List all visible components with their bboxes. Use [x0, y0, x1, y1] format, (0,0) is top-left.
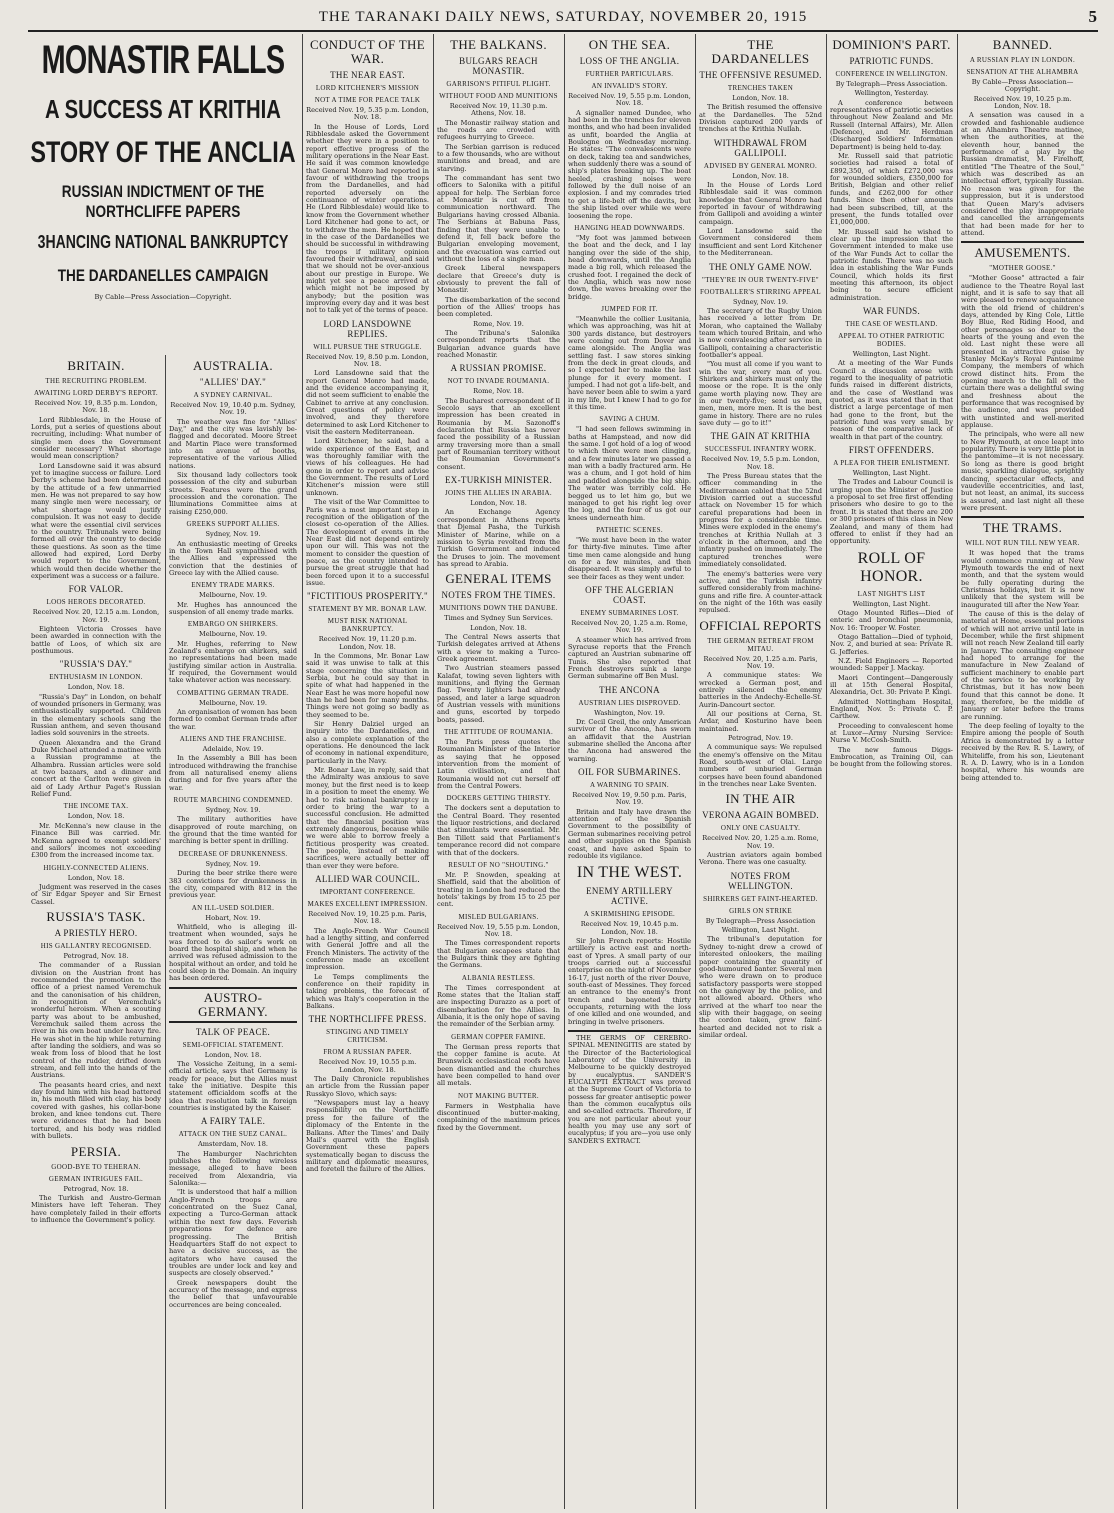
paragraph: The German press reports that the copper famine is acute. At Brunswick ecclesiastical roofs have been dismantled and the churches have been compelled to hand over all metals.: [437, 1042, 560, 1088]
paragraph: The Monastir railway station and the roads are crowded with refugees hurrying to Greece.: [437, 118, 560, 142]
dominion-heading: DOMINION'S PART.: [832, 37, 951, 52]
paragraph: Dr. Cecil Greil, the only American survivor of the Ancona, has sworn an affidavit that the Austrian submarine shelled the Ancona after the Ancona had answered the warning.: [568, 718, 691, 763]
dateline: Received Nov. 19, 9.50 p.m. Paris, Nov. 19.: [572, 791, 687, 807]
australia-sub8: DECREASE OF DRUNKENNESS.: [178, 849, 288, 858]
paragraph: An enthusiastic meeting of Greeks in the Town Hall sympathised with the Allies and expressed the conviction that the destinies of Greece lay with the Allied cause.: [169, 539, 297, 577]
paragraph: Whitfield, who is alleging ill-treatment when wounded, says he was forced to do sailor's work on board the hospital ship, and when he arrived was refused admission to the hospital without an order, and told he could sleep in the Domain. An inquiry has been ordered.: [169, 922, 297, 983]
dateline: Washington, Nov. 19.: [594, 708, 665, 717]
dateline: Received Nov. 19, 10.40 p.m. Sydney, Nov. 19.: [170, 401, 296, 417]
general-items-heading: GENERAL ITEMS: [445, 571, 552, 587]
dateline: Times and Sydney Sun Services.: [444, 614, 553, 623]
britain-sub2b: LOOS HEROES DECORATED.: [46, 598, 146, 607]
dateline: Received Nov. 19, 5.5 p.m. London, Nov. 18.: [701, 455, 820, 471]
australia-heading: AUSTRALIA.: [193, 358, 273, 373]
balkans-sub5: MUNITIONS DOWN THE DANUBE.: [439, 604, 558, 613]
paragraph: The disembarkation of the second portion of the Allies' troops has been completed.: [437, 295, 560, 319]
dateline: Petrograd, Nov. 18.: [63, 1184, 129, 1193]
britain-sub7c: GERMAN INTRIGUES FAIL.: [48, 1174, 144, 1183]
sea-sub7b: AUSTRIAN LIES DISPROVED.: [578, 698, 681, 707]
dardanelles-sub1b: TRENCHES TAKEN: [727, 84, 794, 92]
paragraph: N.Z. Field Engineers — Reported wounded: Sapper J. Mackay.: [830, 656, 953, 673]
dateline: Received Nov. 20, 1.25 a.m. Rome, Nov. 19.: [571, 618, 688, 635]
dateline: Sydney, Nov. 19.: [732, 297, 788, 306]
paragraph: The Trades and Labour Council is urging upon the Minister of Justice a proposal to set free first offending prisoners who desire to go to the front. It is stated that there are 200 or 300 prisoners of this class in New Zealand, and many of them had offered to enlist if they had an opportunity.: [830, 478, 953, 546]
sea-heading: ON THE SEA.: [588, 37, 671, 52]
dateline: Received Nov. 19, 8.35 p.m. London, Nov. 18.: [34, 399, 158, 415]
paragraph: The secretary of the Rugby Union has received a letter from Dr. Moran, who captained the Wallaby team which toured Britain, and who is now convalescing after service in Gallipoli, containing a characteristic footballer's appeal.: [699, 306, 822, 359]
dateline: Received Nov. 20, 1.25 a.m. Paris, Nov. 19.: [703, 654, 818, 670]
paragraph: The peasants heard cries, and next day found him with his head battered in, his mouth filled with clay, his body covered with gashes, his collar-bone broken, and knee tendons cut. There were evidences that he had been tortured, and his body was riddled with bullets.: [31, 1080, 161, 1141]
banned-sub2b: "MOTHER GOOSE.": [989, 264, 1056, 273]
dateline: Received Nov. 19, 10.55 p.m. London, Nov. 18.: [318, 1058, 417, 1074]
dominion-sub1: PATRIOTIC FUNDS.: [849, 56, 934, 66]
paragraph: The Serbian garrison is reduced to a few thousands, who are without munitions and bread, and are starving.: [437, 142, 560, 173]
sea-column: [564, 34, 694, 1509]
paragraph: The enemy's batteries were very active, and the Turkish infantry suffered considerably from machine-guns and rifle fire. A counter-attack on the night of the 16th was easily repulsed.: [699, 569, 822, 615]
paragraph: The Vossiche Zeitung, in a semi-official article, says that Germany is ready for peace, but the Allies must take the initiative. Despite this statement officialdom scoffs at the idea that resolution talk in foreign countries is instigated by the Kaiser.: [169, 1059, 297, 1113]
paragraph: Proceeding to convalescent home at Luxor—Army Nursing Service: Nurse V. McCosh-Smith.: [830, 721, 953, 745]
balkans-sub2: A RUSSIAN PROMISE.: [450, 363, 547, 374]
dateline: Received Nov. 19, 11.20 p.m. London, Nov. 18.: [318, 635, 417, 651]
paragraph: Maori Contingent—Dangerously ill at 15th General Hospital, Alexandria, Oct. 30: Private P. Kingi.: [830, 673, 953, 697]
paragraph: The Times correspondent reports that Bulgarian escapees state that the Bulgars think they are fighting the Germans.: [437, 939, 560, 970]
paragraph: Two Austrian steamers passed Kalafat, towing seven lighters with munitions, and flying the German flag. Twenty lighters had already passed, and later a large squadron of Austrian vessels with munitions and guns, escorted by torpedo boats, passed.: [437, 664, 560, 724]
paragraph: In the House of Lords, Lord Ribblesdale asked the Government whether they were in a position to report effective progress of the military operations in the Near East. He said it was common knowledge that General Monro had reported in favour of withdrawing the troops from the Dardanelles, and had reported adversely on the continuance of winter operations. He (Lord Ribblesdale) would like to know from the Government whether Lord Kitchener had gone to act, or to withdraw the men. He hoped that in the case of the Dardanelles we should be successful in withdrawing the troops if military opinion favoured their withdrawal, and said that we should not be over-anxious about our prestige in Europe. We might yet see a peace arrived at which might not be imposed by anybody; but the position was improving every day and it was best not to talk yet of the terms of peace.: [306, 122, 429, 315]
paragraph: During the beer strike there were 383 convictions for drunkenness in the city, compared with 812 in the previous year.: [169, 869, 297, 900]
paragraph: The Turkish and Austro-German Ministers have left Teheran. They have completely failed in their efforts to influence the Government's policy.: [31, 1193, 161, 1224]
sea-sub2: HANGING HEAD DOWNWARDS.: [574, 223, 685, 232]
britain-sub6c: HIS GALLANTRY RECOGNISED.: [40, 941, 152, 950]
paragraph: The deep feeling of loyalty to the Empire among the people of South Africa is demonstrated by a letter received by the Rev. R. S. Lawry, of Whiteliffe, from his son, Lieutenant R. A. D. Lawry, who is in a London hospital, where his wounds are being attended to.: [961, 722, 1084, 782]
paragraph: Lord Lansdowne said the Government considered them insufficient and sent Lord Kitchener to the Mediterranean.: [699, 227, 822, 258]
headline-monastir: MONASTIR FALLS: [41, 38, 285, 82]
paragraph: Judgment was reserved in the cases of Sir Edgar Speyer and Sir Ernest Cassel.: [31, 882, 161, 906]
paragraph: A steamer which has arrived from Syracuse reports that the French captured an Austrian submarine off Tunis. She also reported that French destroyers sunk a large German submarine off Ben Musl.: [568, 635, 691, 681]
dateline: Received Nov. 19, 5.35 p.m. London, Nov. 18.: [306, 106, 429, 122]
conduct-sub3: "FICTITIOUS PROSPERITY.": [307, 591, 428, 602]
paragraph: Lord Lansdowne said that the report General Monro had made, and the evidence accompanying it, did not seem sufficient to enable the Cabinet to arrive at any conclusion. Great questions of policy were involved, and they therefore determined to ask Lord Kitchener to visit the eastern Mediterranean.: [306, 369, 429, 437]
dateline: Adelaide, Nov. 19.: [202, 745, 264, 754]
headline-russian-indictment: RUSSIAN INDICTMENT OF THE NORTHCLIFFE PAPERS: [61, 182, 265, 222]
headline-anglia: STORY OF THE ANCLIA: [30, 136, 296, 169]
sea-sub8b: A WARNING TO SPAIN.: [590, 781, 669, 790]
paragraph: A communique states: We wrecked a German post, and entirely silenced the enemy batteries in the Andechy-Echelle-St. Aurin-Dancourt sector.: [699, 671, 822, 709]
paragraph: Lord Kitchener, he said, had a wide experience of the East, and was thoroughly familiar with the views of his colleagues. He had gone in order to report and advise the Government. The results of Lord Kitchener's mission were still unknown.: [306, 437, 429, 497]
paragraph: The Bucharest correspondent of Il Secolo says that an excellent impression has been created in Roumania by M. Sazonoff's declaration that Russia has never faced the possibility of a Russian army traversing more than a small part of Roumanian territory without the Roumanian Government's consent.: [437, 396, 560, 471]
dardanelles-sub2: WITHDRAWAL FROM GALLIPOLI.: [713, 137, 808, 158]
sea-sub1c: AN INVALID'S STORY.: [591, 82, 668, 90]
conduct-column: [302, 34, 432, 1509]
sea-sub3: JUMPED FOR IT.: [601, 304, 658, 313]
australia-sub5: COMBATTING GERMAN TRADE.: [177, 688, 289, 697]
paragraph: An organisation of women has been formed to combat German trade after the war.: [169, 708, 297, 731]
page-number: 5: [1088, 7, 1098, 26]
sea-sub6b: ENEMY SUBMARINES LOST.: [580, 608, 679, 617]
paragraph: Mr. Russell said he wished to clear up the impression that the Government intended to make use of the War Funds Act to collar the patriotic funds. There was no such idea in establishing the War Funds Council, which holds its first meeting this afternoon, its object being to secure efficient administration.: [830, 227, 953, 302]
conduct-sub5: THE NORTHCLIFFE PRESS.: [308, 1014, 427, 1025]
austro-sub2: A FAIRY TALE.: [200, 1116, 266, 1127]
trams-heading: THE TRAMS.: [961, 516, 1084, 535]
paragraph: The Times correspondent at Rome states that the Italian staff are inspecting Durazzo as a port of disembarkation for the Allies. In Albania, it is the only hope of saving the remainder of the Serbian army.: [437, 983, 560, 1029]
paragraph: A communique says: We repulsed the enemy's offensive on the Mitau Road, south-west of Olai. Large numbers of unburied German corpses have been found abandoned in the trenches near Lake Sventen.: [699, 743, 822, 789]
australia-sub9: AN ILL-USED SOLDIER.: [191, 903, 275, 912]
paragraph: The visit of the War Committee to Paris was a most important step in recognition of the obligation of the closest co-operation of the Allies. The development of events in the Near East did not depend entirely upon our will. This was not the moment to consider the question of peace, as the country intended to pursue the great struggle that had been forced upon it to a successful issue.: [306, 498, 429, 587]
balkans-sub10: ALBANIA RESTLESS.: [461, 973, 536, 982]
balkans-sub9: MISLED BULGARIANS.: [458, 912, 539, 921]
conduct-sub1b: LORD KITCHENER'S MISSION: [315, 84, 420, 92]
lead-column: [28, 34, 298, 354]
dateline: Melbourne, Nov. 19.: [198, 591, 268, 600]
masthead-title: THE TARANAKI DAILY NEWS, SATURDAY, NOVEMBER 20, 1915: [318, 9, 808, 25]
paragraph: Six thousand lady collectors took possession of the city and suburban streets. Features were the grand procession and the coronation. The Illuminations Committee aims at raising £250,000.: [169, 471, 297, 516]
australia-sub6: ALIENS AND THE FRANCHISE.: [179, 735, 287, 744]
paragraph: "Russia's Day" in London, on behalf of wounded prisoners in Germany, was enthusiastically supported. Children in the elementary schools sang the Russian anthem, and seven thousand ladies sold souvenirs in the streets.: [31, 692, 161, 738]
paragraph: The Press Bureau states that the officer commanding in the Mediterranean cabled that the 52nd Division carried out a successful attack on November 15 for which careful preparations had been in progress for a considerable time. Mines were exploded in the enemy's trenches at Krithia Nullah at 3 o'clock in the afternoon, and the infantry pushed on immediately. The captured trenches were immediately consolidated.: [699, 472, 822, 569]
paragraph: In the Assembly a Bill has been introduced withdrawing the franchise from all naturalised enemy aliens during and for five years after the war.: [169, 754, 297, 792]
sea-sub6: OFF THE ALGERIAN COAST.: [585, 584, 674, 605]
dardanelles-sub3: THE ONLY GAME NOW.: [709, 261, 812, 272]
balkans-sub7: DOCKERS GETTING THIRSTY.: [446, 794, 551, 803]
amusements-heading: AMUSEMENTS.: [961, 241, 1084, 260]
dardanelles-sub1: THE OFFENSIVE RESUMED.: [699, 70, 822, 80]
paragraph: The tribunal's deputation for Sydney to-night drew a crowd of interested onlookers, the mailing paper containing the quantity of good-humoured banter. Several men who were drawn on to produce satisfactory passports were stopped on the gangway by the police, and not allowed aboard. Others who arrived at the wharf too near the slip with their baggage, on seeing the cordon taken, grew faint-hearted and decided not to risk a similar ordeal.: [699, 935, 822, 1039]
australia-sub7: ROUTE MARCHING CONDEMNED.: [173, 796, 293, 805]
paragraph: The cause of this is the delay of material at Home, essential portions of which will not arrive until late in December, while the first shipment will not reach New Zealand till early in January. The consulting engineer had hoped to arrange for the manufacture in New Zealand of sufficient machinery to enable part of the service to be working by Christmas, but it has now been found that this cannot be done. It may, therefore, be the middle of January or later before the trams are running.: [961, 609, 1084, 721]
headline-dardanelles: THE DARDANELLES CAMPAIGN: [57, 265, 269, 285]
dardanelles-sub2b: ADVISED BY GENERAL MONRO.: [703, 161, 818, 170]
paragraph: The weather was fine for "Allies' Day," and the city was lavishly be-flagged and decorated. Moore Street and Martin Place were transformed into an avenue of booths, representative of the various Allied nations.: [169, 417, 297, 470]
dominion-sub3: FIRST OFFENDERS.: [848, 445, 935, 456]
dardanelles-sub5b: THE GERMAN RETREAT FROM MITAU.: [707, 636, 814, 653]
britain-sub2: FOR VALOR.: [68, 584, 124, 595]
britain-sub4: THE INCOME TAX.: [63, 802, 129, 811]
sea-sub9c: A SKIRMISHING EPISODE.: [583, 910, 676, 919]
paragraph: Mr. P. Snowden, speaking at Sheffield, said that the abolition of treating in London had reduced the hotels' takings by from 15 to 25 per cent.: [437, 870, 560, 909]
australia-sub1: "ALLIES' DAY.": [199, 377, 267, 387]
paragraph: "It is understood that half a million Anglo-French troops are concentrated on the Suez Canal, expecting a Turco-German attack within the next few days. Feverish preparations for defence are progressing. The British Headquarters Staff do not expect to have a decisive success, as the agitators who have caused the troubles are under lock and key and suspects are closely observed.": [169, 1188, 297, 1278]
paragraph: Farmers in Westphalia have discontinued butter-making, complaining of the maximum prices fixed by the Government.: [437, 1101, 560, 1132]
dateline: Wellington, Yesterday.: [854, 89, 929, 98]
paragraph: The commandant has sent two officers to Salonika with a pitiful appeal for help. The Serbian force at Monastir is cut off from communication northward. The Bulgarians having crossed Albania. The Serbians at Babuna Pass, finding that they were unable to defend it, fell back before the Bulgarian enveloping movement, and the evacuation was carried out without the loss of a single man.: [437, 174, 560, 263]
dateline: By Cable—Press Association—Copyright.: [971, 78, 1074, 94]
dateline: London, Nov. 18.: [470, 623, 527, 632]
balkans-sub1c: WITHOUT FOOD AND MUNITIONS: [439, 92, 558, 100]
dardanelles-sub6: IN THE AIR: [725, 791, 796, 807]
balkans-column: [433, 34, 563, 1509]
conduct-sub3c: MUST RISK NATIONAL BANKRUPTCY.: [327, 617, 408, 634]
balkans-sub6: THE ATTITUDE OF ROUMANIA.: [444, 728, 553, 737]
dateline: Received Nov. 20, 12.15 a.m. London, Nov. 19.: [32, 608, 160, 624]
dateline: Received Nov. 19, 10.25 p.m. Paris, Nov. 18.: [308, 909, 427, 926]
dardanelles-sub4b: SUCCESSFUL INFANTRY WORK.: [704, 445, 817, 454]
dardanelles-sub7c: GIRLS ON STRIKE: [729, 906, 792, 915]
paragraph: The British resumed the offensive at the Dardanelles. The 52nd Division captured 200 yards of trenches at the Krithia Nullah.: [699, 103, 822, 134]
britain-sub7b: GOOD-BYE TO TEHERAN.: [51, 1162, 141, 1171]
paragraph: Mr. Russell said that patriotic societies had raised a total of £892,350, of which £272,000 was for wounded soldiers, £350,000 for British, Belgian and other relief funds, and £262,000 for other funds. Since then other amounts had been subscribed, till, at the present, the funds totalled over £1,000,000.: [830, 152, 953, 227]
dominion-sub4: ROLL OF HONOR.: [857, 549, 926, 585]
paragraph: Mr. McKenna's new clause in the Finance Bill was carried. Mr. McKenna agreed to exempt soldiers' and sailors' incomes not exceeding £300 from the increased income tax.: [31, 821, 161, 860]
britain-sub1b: AWAITING LORD DERBY'S REPORT.: [34, 389, 158, 397]
dateline: Rome, Nov. 18.: [473, 387, 524, 396]
conduct-sub2b: WILL PURSUE THE STRUGGLE.: [313, 342, 422, 351]
paragraph: At a meeting of the War Funds Council a discussion arose with regard to the inequality of patriotic funds raised in different districts, and the case of Westland was quoted, as it was stated that in that district a large percentage of men had gone to the front, but the patriotic fund was very small, by reason of the comparative lack of wealth in that part of the country.: [830, 359, 953, 441]
dardanelles-sub7b: SHIRKERS GET FAINT-HEARTED.: [703, 894, 818, 903]
dateline: Petrograd, Nov. 18.: [63, 951, 129, 960]
britain-sub6b: A PRIESTLY HERO.: [54, 927, 138, 938]
dateline: Received Nov. 19, 10.45 p.m. London, Nov. 18.: [580, 920, 679, 936]
paragraph: The Hamburger Nachrichten publishes the following wireless message, alleged to have been received from Alexandria, via Salonika:—: [169, 1149, 297, 1188]
sea-sub4: SAVING A CHUM.: [599, 415, 660, 424]
dateline: London, Nov. 18.: [732, 94, 789, 102]
austro-sub2b: ATTACK ON THE SUEZ CANAL.: [178, 1130, 288, 1139]
paragraph: Mr. Hughes has announced the suspension of all enemy trade marks.: [169, 600, 297, 616]
britain-sub7: PERSIA.: [70, 1143, 122, 1159]
paragraph: All our positions at Cerna, St. Ardar, and Kosturino have been maintained.: [699, 709, 822, 733]
paragraph: The Central News asserts that Turkish delegates arrived at Athens with a view to making a Turco-Greek agreement.: [437, 632, 560, 663]
paragraph: Mr. Hughes, referring to New Zealand's embargo on shirkers, said no representations had been made justifying similar action in Australia. If required, the Government would take whatever action was necessary.: [169, 639, 297, 685]
conduct-sub3b: STATEMENT BY MR. BONAR LAW.: [308, 605, 427, 614]
paragraph: The Daily Chronicle republishes an article from the Russian paper Russkyo Slovo, which says:: [306, 1075, 429, 1098]
dardanelles-sub3c: FOOTBALLER'S STIRRING APPEAL: [700, 287, 821, 296]
dateline: By Telegraph—Press Association.: [835, 80, 948, 88]
paragraph: Greek Liberal newspapers declare that Greece's duty is obviously to prevent the fall of Monastir.: [437, 264, 560, 295]
balkans-sub4b: NOTES FROM THE TIMES.: [441, 590, 556, 601]
banned-column: [957, 34, 1087, 1509]
paragraph: The commander of a Russian division on the Austrian front has recommended the promotion to the office of a priest named Veremchuk and the canonisation of his children, in recognition of Veremchuk's wonderful heroism. When a scouting party was about to be ambushed, Veremchuk sailed them across the river in his own boat under heavy fire. He was shot in the hip while returning after landing the soldiers, and was so weak from loss of blood that he lost control of the rudder, drifted down stream, and fell into the hands of the Austrians.: [31, 961, 161, 1080]
paragraph: "You must all come if you want to win the war, every man of you. Shirkers and shirkers must only the moose or the rope. It is the only game worth playing now. They are in our twenty-five; send us men, men, men, more men. It is the best game in history. There are no rules save duty — go to it!": [699, 360, 822, 427]
balkans-sub3b: JOINS THE ALLIES IN ARABIA.: [445, 489, 552, 498]
austro-sub1b: SEMI-OFFICIAL STATEMENT.: [182, 1040, 284, 1049]
banned-heading: BANNED.: [992, 37, 1053, 52]
dardanelles-sub3b: "THEY'RE IN OUR TWENTY-FIVE": [702, 275, 819, 284]
sea-sub9b: ENEMY ARTILLERY ACTIVE.: [586, 886, 673, 907]
paragraph: Britain and Italy have drawn the attention of the Spanish Government to the possibility of German submarines receiving petrol and other supplies on the Spanish coast, and have asked Spain to redouble its vigilance.: [568, 807, 691, 860]
dominion-column: [826, 34, 956, 1509]
paragraph: Sir John French reports: Hostile artillery is active east and north-east of Ypres. A small party of our troops carried out a successful enterprise on the night of November 16-17, just north of the river Douve, south-east of Messines. They forced an entrance to the enemy's front trench and bayoneted thirty occupants, returning with the loss of one killed and one wounded, and bringing in twelve prisoners.: [568, 936, 691, 1026]
conduct-heading: CONDUCT OF THE WAR.: [310, 37, 425, 66]
dateline: Received Nov. 19, 5.55 p.m. London, Nov. 18.: [437, 922, 560, 938]
masthead: [28, 6, 1098, 32]
australia-column: [165, 355, 300, 1509]
dateline: Received Nov. 20, 1.25 a.m. Rome, Nov. 19.: [702, 834, 819, 850]
paragraph: In the Commons, Mr. Bonar Law said it was unwise to talk at this stage concerning the situation in Serbia, but he could say that in spite of what had happened in the Near East he was more hopeful now than he had been for many months. Things were not going so badly as they seemed to be.: [306, 651, 429, 719]
dateline: London, Nov. 18.: [470, 499, 527, 508]
lead-byline: By Cable—Press Association—Copyright.: [94, 292, 232, 301]
paragraph: An Exchange Agency correspondent in Athens reports that Djemal Pasha, the Turkish Minister of Marine, while on a mission to Syria revolted from the Turkish Government and induced the Druses to join. The movement has spread to Arabia.: [437, 508, 560, 568]
balkans-sub1: BULGARS REACH MONASTIR.: [459, 56, 538, 76]
paragraph: A sensation was caused in a crowded and fashionable audience at an Alhambra Theatre matinee, when the authorities, at the eleventh hour, banned the performance of a play by the Russian dramatist, M. Firelhoff, entitled "The Theatre of the Soul," which was described as an intellectual effort, typically Russian. No reason was given for the suppression, but it is understood that Queen Mary's advisers considered the play inappropriate and cancelled the arrangements that had been made for her to attend.: [961, 111, 1084, 237]
paragraph: The dockers sent a deputation to the Central Board. They resented the liquor restrictions, and declared that stimulants were essential. Mr. Ben Tillett said that Parliament's temperance record did not compare with that of the dockers.: [437, 804, 560, 857]
paragraph: Otago Mounted Rifles—Died of enteric and bronchial pneumonia, Nov. 16: Trooper W. Foster.: [830, 608, 953, 632]
dateline: Wellington, Last Night.: [721, 926, 800, 935]
australia-sub4: EMBARGO ON SHIRKERS.: [187, 620, 279, 629]
paragraph: A signaller named Dundee, who had been in the trenches for eleven months, and who had been invalided as unfit, boarded the Anglia at Boulogne on Wednesday morning. He states: "The convalescents were on deck, taking tea and sandwiches, when suddenly there was a sound of ship's plates breaking up. The boat heeled, crashing noises were followed by the dull noise of an explosion. I and my comrades tried to get a life-belt off the davits, but the ship listed over while we were loosening the rope.: [568, 108, 691, 220]
sea-sub1b: FURTHER PARTICULARS.: [585, 70, 674, 78]
paragraph: "Mother Goose" attracted a fair audience to the Theatre Royal last night, and it is safe to say that all were pleased to renew acquaintance with the old friend of children's days, attended by King Cole, Little Boy Blue, Red Riding Hood, and other personages so dear to the hearts of the young and even the old. Last night these were all presented in attractive guise by Stanley McKay's Royal Pantomime Company, the members of which crowd distinct hits. From the opening march to the fall of the curtain there was a delightful swing and freshness about the performance that was recognised by the audience, and was provided with unstinted and well-merited applause.: [961, 274, 1084, 430]
headline-bankruptcy: 3HANCING NATIONAL BANKRUPTCY: [37, 231, 289, 252]
conduct-sub4c: MAKES EXCELLENT IMPRESSION.: [307, 899, 428, 908]
dardanelles-sub6b: VERONA AGAIN BOMBED.: [702, 810, 819, 821]
paragraph: "Newspapers must lay a heavy responsibility on the Northcliffe press for the failure of the diplomacy of the Entente in the Balkans. After the Times' and Daily Mail's quarrel with the English Government these papers systematically began to discuss the military and diplomatic measures, and foretell the failure of the Allies.: [306, 1099, 429, 1174]
balkans-sub11: GERMAN COPPER FAMINE.: [451, 1032, 546, 1041]
paragraph: The Anglo-French War Council had a lengthy sitting, and conferred with General Joffre and all the French Ministers. The activity of the conference made an excellent impression.: [306, 926, 429, 972]
balkans-sub12: NOT MAKING BUTTER.: [458, 1091, 539, 1100]
dardanelles-sub5: OFFICIAL REPORTS: [699, 617, 822, 633]
britain-sub3b: ENTHUSIASM IN LONDON.: [49, 673, 143, 682]
paragraph: It was hoped that the trams would commence running at New Plymouth towards the end of next month, and that the system would be fully operating during the Christmas holidays, but it is now unlikely that the system will be inaugurated till after the New Year.: [961, 549, 1084, 609]
britain-column: [28, 355, 164, 1509]
paragraph: Otago Battalion—Died of typhoid, Nov. 2, and buried at sea: Private R. G. Jefferies.: [830, 632, 953, 656]
dardanelles-sub4: THE GAIN AT KRITHIA: [710, 431, 811, 442]
dateline: London, Nov. 18.: [732, 171, 789, 180]
balkans-sub2b: NOT TO INVADE ROUMANIA.: [447, 377, 550, 386]
ad-text: THE GERMS OF CEREBRO-SPINAL MENINGITIS are stated by the Director of the Bacteriological Laboratory of the University in Melbourne to be quickly destroyed by eucalyptus. SANDER'S EUCALYPTI EXTRACT was proved at the Supreme Court of Victoria to possess far greater antiseptic power than the common eucalyptus oils and so-called extracts. Therefore, if you are not particular about your health you may use any sort of eucalyptus; if you are—you use only SANDER'S EXTRACT.: [568, 1034, 691, 1145]
conduct-sub2: LORD LANSDOWNE REPLIES.: [323, 318, 412, 339]
banned-sub1: A RUSSIAN PLAY IN LONDON.: [969, 56, 1076, 64]
balkans-sub3: EX-TURKISH MINISTER.: [445, 475, 552, 486]
advertisement: [568, 1030, 691, 1145]
britain-heading: BRITAIN.: [67, 358, 125, 373]
dardanelles-sub6c: ONLY ONE CASUALTY.: [720, 824, 801, 833]
dateline: Melbourne, Nov. 19.: [198, 630, 268, 639]
paragraph: A conference between representatives of patriotic societies throughout New Zealand and Mr. Russell (Internal Affairs), Mr. Allen (Defence), and Mr. Herdman (Discharged Soldiers' Information Department) is being held to-day.: [830, 98, 953, 151]
conduct-sub4b: IMPORTANT CONFERENCE.: [319, 887, 416, 896]
banned-sub3b: WILL NOT RUN TILL NEW YEAR.: [965, 539, 1080, 548]
sea-sub5: PATHETIC SCENES.: [596, 525, 663, 534]
dateline: London, Nov. 18.: [67, 683, 125, 692]
dominion-sub2c: APPEAL TO OTHER PATRIOTIC BODIES.: [838, 331, 945, 348]
paragraph: Admitted Nottingham Hospital, England, Nov. 5: Private C. P. Carthew.: [830, 697, 953, 721]
dateline: London, Nov. 18.: [67, 873, 125, 882]
paragraph: Queen Alexandra and the Grand Duke Michael attended a matinee with a Russian programme at the Alhambra. Russian articles were sold at two bazaars, and a dinner and concert at the Carlton were given in aid of Lady Arthur Paget's Russian Relief Fund.: [31, 738, 161, 799]
britain-sub3: "RUSSIA'S DAY.": [59, 659, 133, 670]
australia-sub1b: A SYDNEY CARNIVAL.: [193, 391, 273, 399]
paragraph: The military authorities have disapproved of route marching, on the ground that the time wanted for marching is better spent in drilling.: [169, 815, 297, 846]
paragraph: In the House of Lords Lord Ribblesdale said it was common knowledge that General Monro had reported in favour of withdrawing from Gallipoli and avoiding a winter campaign.: [699, 181, 822, 226]
dateline: Rome, Nov. 19.: [473, 319, 524, 328]
paragraph: Eighteen Victoria Crosses have been awarded in connection with the battle of Loos, of which six are posthumous.: [31, 624, 161, 655]
sea-sub9: IN THE WEST.: [576, 864, 683, 882]
paragraph: Lord Lansdowne said it was absurd yet to imagine success or failure. Lord Derby's scheme had been determined by the attitude of a few unmarried men. He was not prepared to say how many single men were necessary, or what shortage would justify compulsion. It was not easy to decide what were the essential civil services to the country. Tribunals were being formed all over the country to decide these questions. As soon as the time allowed had expired, Lord Derby would report to the Government, which would then decide whether the experiment was a success or a failure.: [31, 461, 161, 580]
paragraph: "I had seen fellows swimming in baths at Hampstead, and now did the same. I got hold of a log of wood to which there were men clinging, and a few minutes later we passed a man with a badly fractured arm. He was a chum, and I got hold of him and paddled alongside the big ship. The water was terribly cold. He begged us to let him go, but we managed to get his right leg over the log, and the four of us got our knees underneath him.: [568, 425, 691, 522]
balkans-sub8: RESULT OF NO "SHOUTING.": [448, 860, 549, 869]
paragraph: The new famous Diggs-Embrocation, as Training Oil, can be bought from the following stores.: [830, 745, 953, 769]
sea-sub8: OIL FOR SUBMARINES.: [578, 767, 681, 778]
dateline: Melbourne, Nov. 19.: [198, 698, 268, 707]
dateline: Petrograd, Nov. 19.: [728, 734, 793, 742]
dateline: Amsterdam, Nov. 18.: [197, 1140, 269, 1149]
paragraph: Lord Ribblesdale, in the House of Lords, put a series of questions about recruiting, including: What number of single men does the Government consider necessary? What shortage would mean conscription?: [31, 415, 161, 461]
dateline: Hobart, Nov. 19.: [205, 913, 261, 922]
dardanelles-sub7: NOTES FROM WELLINGTON.: [728, 870, 793, 891]
balkans-sub1b: GARRISON'S PITIFUL PLIGHT.: [446, 80, 551, 88]
paragraph: Austrian aviators again bombed Verona. There was one casualty.: [699, 851, 822, 867]
conduct-sub1c: NOT A TIME FOR PEACE TALK: [314, 96, 421, 104]
australia-sub2: GREEKS SUPPORT ALLIES.: [186, 520, 280, 529]
dateline: Received Nov. 19, 5.55 p.m. London, Nov. 18.: [568, 92, 691, 108]
conduct-sub4: ALLIED WAR COUNCIL.: [315, 873, 420, 884]
dateline: Sydney, Nov. 19.: [205, 530, 261, 539]
paragraph: Mr. Bonar Law, in reply, said that the Admiralty was anxious to save money, but the first need is to keep in a position to meet the enemy. We had to risk national bankruptcy in order to bring the war to a successful conclusion. He admitted that the financial position was extremely dangerous, because while we were able to borrow freely a fictitious prosperity was created. The people, instead of making sacrifices, were actually better off than ever they were before.: [306, 766, 429, 870]
conduct-sub5b: STINGING AND TIMELY CRITICISM.: [326, 1028, 409, 1045]
dateline: Received Nov. 19, 8.50 p.m. London, Nov. 18.: [306, 352, 429, 368]
paragraph: "My foot was jammed between the boat and the deck, and I lay hanging over the side of the ship, head downwards, until the Anglia made a big roll, which released the crushed foot. I regained the deck of the Anglia, which was now nose down, the waves breaking over the bridge.: [568, 233, 691, 301]
headline-krithia: A SUCCESS AT KRITHIA: [45, 94, 281, 124]
paragraph: The Tribuna's Salonika correspondent reports that the Bulgarian advance guards have reached Monastir.: [437, 328, 560, 359]
dardanelles-heading: THE DARDANELLES: [711, 37, 810, 66]
dateline: Received Nov. 19, 11.30 p.m. Athens, Nov. 18.: [449, 102, 548, 118]
britain-sub1: THE RECRUITING PROBLEM.: [45, 377, 147, 385]
sea-sub1: LOSS OF THE ANGLIA.: [579, 56, 680, 66]
conduct-sub1: THE NEAR EAST.: [330, 70, 405, 80]
balkans-heading: THE BALKANS.: [450, 37, 547, 52]
dateline: London, Nov. 18.: [67, 812, 125, 821]
dateline: Wellington, Last Night.: [852, 469, 931, 478]
paragraph: Greek newspapers doubt the accuracy of the message, and express the belief that unfavourable occurrences are being concealed.: [169, 1278, 297, 1309]
dateline: Wellington, Last Night.: [852, 349, 931, 358]
dateline: Received Nov. 19, 10.25 p.m. London, Nov. 18.: [973, 94, 1072, 111]
paragraph: The principals, who were all new to New Plymouth, at once leapt into popularity. There is very little plot in the pantomime—it is not necessary. So long as there is good bright music, sparkling dialogue, sprightly dancing, spectacular effects, and vaudeville eccentricities, and last, but not least, an animal, its success is assured, and last night all these were present.: [961, 430, 1084, 512]
dardanelles-column: [695, 34, 825, 1509]
conduct-sub5c: FROM A RUSSIAN PAPER.: [323, 1048, 412, 1057]
austro-sub1: TALK OF PEACE.: [195, 1026, 271, 1037]
sea-sub7: THE ANCONA: [599, 684, 660, 695]
paragraph: Le Temps compliments the conference on their rapidity in taking problems, the forecast of which was Italy's cooperation in the Balkans.: [306, 972, 429, 1011]
australia-sub3: ENEMY TRADE MARKS.: [191, 581, 275, 590]
britain-sub5: HIGHLY-CONNECTED ALIENS.: [43, 863, 149, 872]
dominion-sub2b: THE CASE OF WESTLAND.: [845, 319, 938, 328]
dominion-sub2: WAR FUNDS.: [862, 305, 920, 316]
dominion-sub3b: A PLEA FOR THEIR ENLISTMENT.: [833, 459, 950, 468]
austro-heading: AUSTRO-GERMANY.: [169, 987, 297, 1023]
dateline: Sydney, Nov. 19.: [205, 859, 261, 868]
dateline: London, Nov. 18.: [204, 1050, 262, 1059]
paragraph: Sir Henry Dalziel urged an inquiry into the Dardanelles, and also a complete explanation of the operations. He denounced the lack of economy in national expenditure, particularly in the Navy.: [306, 720, 429, 765]
paragraph: "We must have been in the water for thirty-five minutes. Time after time men came alongside and hung on for a few minutes, and then disappeared. It was simply awful to see their faces as they went under.: [568, 535, 691, 581]
dateline: By Telegraph—Press Association: [705, 916, 816, 925]
banned-sub1b: SENSATION AT THE ALHAMBRA: [966, 68, 1079, 76]
dominion-sub1b: CONFERENCE IN WELLINGTON.: [835, 70, 948, 78]
dateline: Wellington, Last Night.: [852, 599, 931, 608]
paragraph: "Meanwhile the collier Lusitania, which was approaching, was hit at 300 yards distance, but destroyers were coming out from Dover and came alongside. The Anglia was settling fast. I saw stores sinking from the deck in great clouds, and so I expected her to make the last plunge for it every moment. I jumped. I had not got a life-belt, and have never been able to swim a yard in my life, but I knew I had to go for it this time.: [568, 314, 691, 412]
britain-sub6: RUSSIA'S TASK.: [46, 908, 146, 924]
dateline: Sydney, Nov. 19.: [205, 806, 261, 815]
paragraph: The Paris press quotes the Roumanian Minister of the Interior as saying that he opposed intervention from the moment of Latin civilisation, and that Roumania would not cut herself off from the Central Powers.: [437, 738, 560, 791]
dominion-sub4b: LAST NIGHT'S LIST: [857, 589, 926, 598]
